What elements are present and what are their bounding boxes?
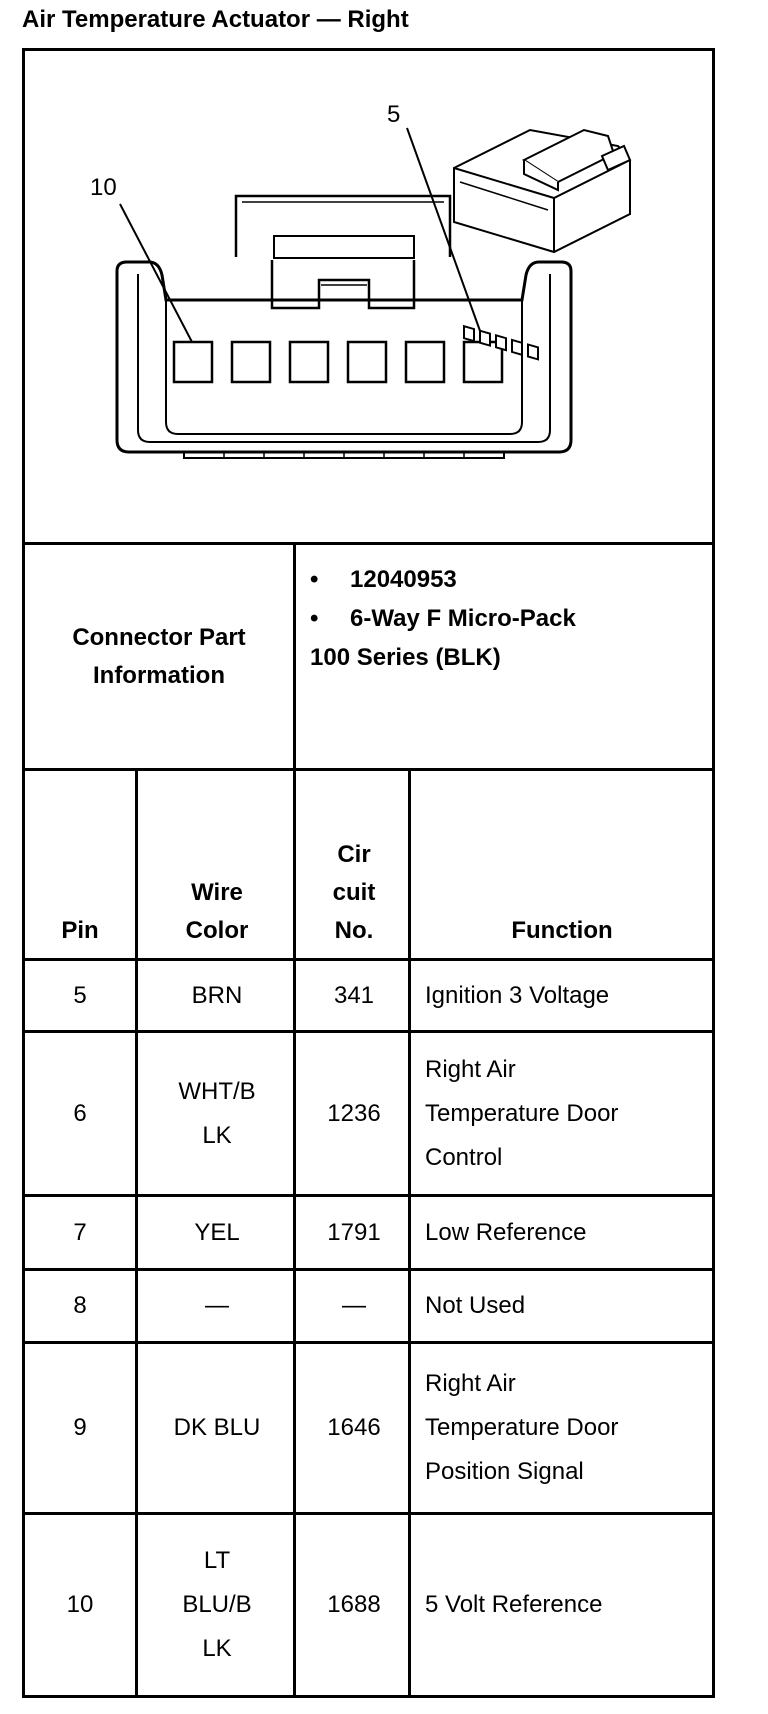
cell-wire-color (139, 1197, 295, 1268)
label-line: Information (92, 662, 225, 689)
cavity-6 (406, 342, 444, 382)
wire-text: BRN (191, 981, 243, 1009)
header-circuit-no (298, 776, 410, 960)
header-text: Color (185, 917, 249, 944)
part-number: 12040953 (350, 566, 457, 593)
wire-text: BLU/B (182, 1591, 252, 1618)
description-line (310, 599, 576, 638)
wire-text: WHT/B (178, 1077, 256, 1105)
cell-pin: 6 (73, 1099, 87, 1127)
header-pin (24, 776, 136, 960)
wire-text: LK (202, 1635, 232, 1662)
cell-wire-color (139, 1033, 295, 1194)
divider-connector-info (22, 768, 715, 771)
header-function (412, 776, 712, 960)
cell-circuit: 1646 (327, 1414, 381, 1441)
cell-wire-color (139, 961, 295, 1030)
cell-circuit: 1791 (327, 1218, 381, 1246)
bullet-icon: • (310, 605, 319, 632)
wire-text: DK BLU (173, 1414, 261, 1441)
cell-pin: 5 (73, 981, 87, 1009)
wire-text: LK (202, 1121, 232, 1149)
header-text: cuit (332, 879, 376, 906)
bullet-icon: • (310, 566, 319, 593)
divider-diagram (22, 542, 715, 545)
page-title: Air Temperature Actuator — Right (22, 6, 409, 33)
cell-wire-color (139, 1344, 295, 1512)
label-line: Connector Part (72, 624, 246, 651)
function-text: Right Air (425, 1055, 516, 1083)
cell-function (425, 1515, 710, 1695)
function-text: 5 Volt Reference (425, 1591, 603, 1618)
function-text: Low Reference (425, 1218, 587, 1246)
cell-pin: 10 (66, 1591, 94, 1618)
cavity-8 (290, 342, 328, 382)
connector-diagram (24, 50, 714, 540)
connector-part-info (310, 560, 576, 677)
pin-cavities (174, 342, 502, 382)
connector-description: 6-Way F Micro-Pack (350, 605, 576, 632)
cell-pin: 7 (73, 1218, 87, 1246)
cell-function (425, 1344, 710, 1512)
wire-text: — (205, 1292, 229, 1319)
function-text: Ignition 3 Voltage (425, 981, 610, 1009)
cavity-9 (232, 342, 270, 382)
header-text: Function (511, 917, 613, 944)
connector-3d-view (454, 130, 630, 359)
function-text: Not Used (425, 1292, 526, 1319)
cell-circuit: 1688 (327, 1591, 381, 1618)
function-text: Temperature Door (425, 1414, 619, 1441)
cell-function (425, 1033, 710, 1194)
cavity-7 (348, 342, 386, 382)
cell-circuit: — (342, 1292, 366, 1319)
wire-text: LT (203, 1547, 231, 1574)
header-text: No. (334, 917, 374, 944)
cell-wire-color (139, 1515, 295, 1695)
pin-label-10: 10 (90, 174, 117, 201)
function-text: Temperature Door (425, 1099, 619, 1127)
cell-wire-color (139, 1271, 295, 1341)
function-text: Control (425, 1143, 503, 1171)
header-text: Wire (191, 879, 243, 906)
cavity-10 (174, 342, 212, 382)
header-text: Pin (61, 917, 99, 944)
connector-part-info-label (24, 548, 294, 766)
frame-bottom-border (22, 1695, 715, 1698)
pin-label-5: 5 (387, 101, 401, 128)
part-number-line (310, 560, 576, 599)
cell-pin: 9 (73, 1414, 87, 1441)
function-text: Position Signal (425, 1458, 584, 1485)
cell-circuit: 1236 (327, 1099, 381, 1127)
cell-function (425, 961, 710, 1030)
header-wire-color (139, 776, 295, 960)
cell-function (425, 1197, 710, 1268)
wire-text: YEL (194, 1218, 240, 1246)
cell-pin: 8 (73, 1292, 87, 1319)
connector-series: 100 Series (BLK) (310, 644, 501, 671)
cell-circuit: 341 (333, 981, 375, 1009)
header-text: Cir (337, 841, 371, 868)
function-text: Right Air (425, 1370, 516, 1397)
cell-function (425, 1271, 710, 1341)
